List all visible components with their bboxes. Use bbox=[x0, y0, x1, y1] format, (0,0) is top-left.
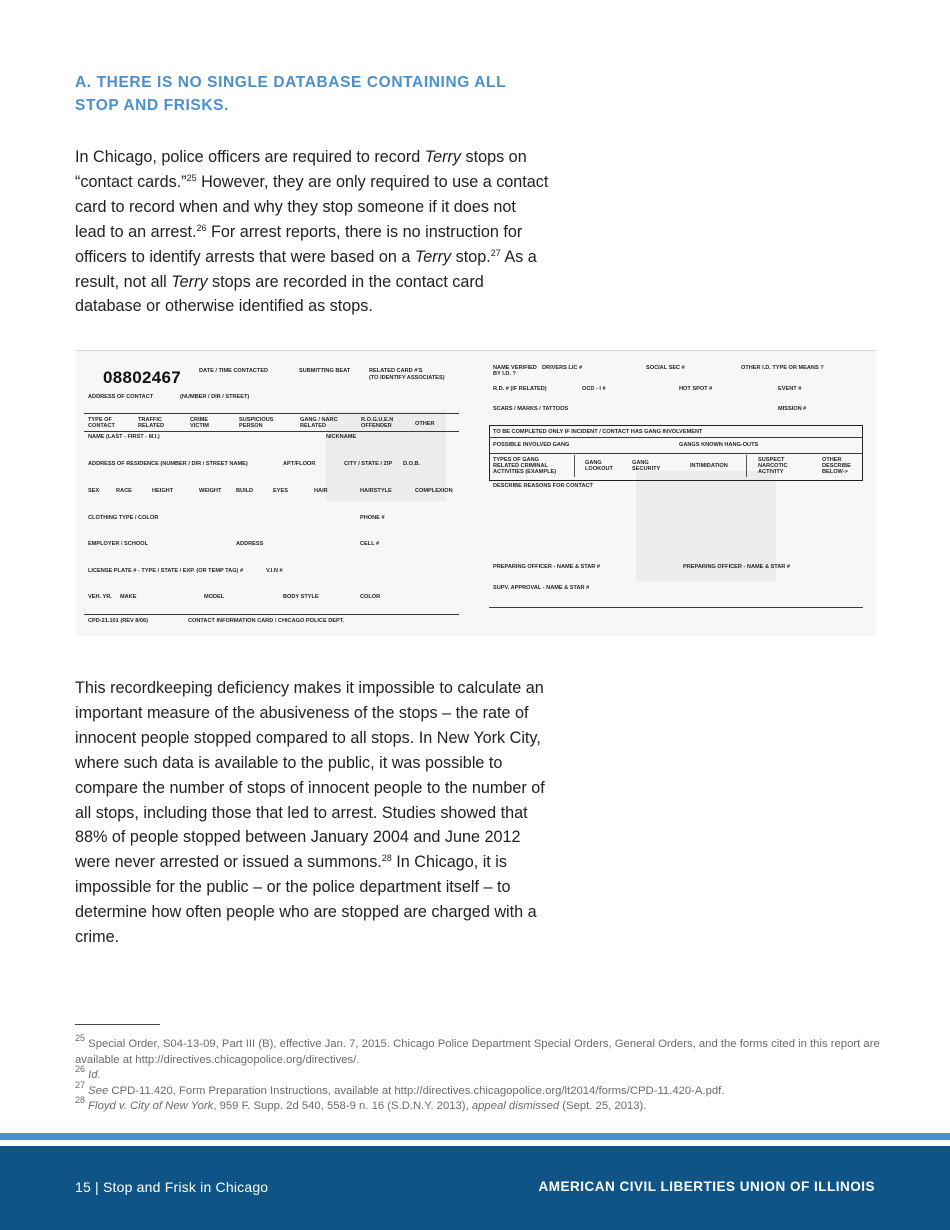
text-run: In Chicago, police officers are required to record bbox=[75, 148, 425, 166]
card-field-label: EVENT # bbox=[778, 386, 802, 392]
card-field-label: LICENSE PLATE # - TYPE / STATE / EXP. (OR TEMP TAG) # bbox=[88, 568, 244, 574]
card-field-label: SOCIAL SEC # bbox=[646, 365, 685, 371]
card-field-label: PHONE # bbox=[360, 515, 385, 521]
footnote-number: 27 bbox=[75, 1079, 86, 1090]
card-field-label: COLOR bbox=[360, 594, 381, 600]
contact-card-image bbox=[76, 350, 876, 636]
paragraph-deficiency bbox=[75, 676, 560, 950]
case-name-terry: Terry bbox=[414, 247, 452, 266]
card-field-label: VEH. YR. bbox=[88, 594, 112, 600]
footnote-divider bbox=[75, 1024, 160, 1025]
card-field-label: ADDRESS OF CONTACT bbox=[88, 394, 154, 400]
card-field-label: BUILD bbox=[236, 488, 254, 494]
text-run: stops on “contact cards.” bbox=[75, 148, 527, 191]
section-heading-line1: A. THERE IS NO SINGLE DATABASE CONTAINING ALL bbox=[75, 74, 507, 91]
card-field-label: GANGS KNOWN HANG-OUTS bbox=[679, 442, 759, 448]
card-number: 08802467 bbox=[103, 368, 182, 387]
card-field-label: CLOTHING TYPE / COLOR bbox=[88, 515, 159, 521]
text-run: However, they are only required to use a contact card to record when and why they stop someone if it does not lead to an arrest. bbox=[75, 172, 549, 241]
card-field-label: EMPLOYER / SCHOOL bbox=[88, 541, 148, 547]
card-field-label: ACTIVITIES (EXAMPLE) bbox=[493, 469, 557, 475]
card-field-label: APT/FLOOR bbox=[283, 461, 316, 467]
case-name-terry: Terry bbox=[424, 148, 461, 166]
card-field-label: HAIR bbox=[314, 488, 328, 494]
card-field-label: ADDRESS OF RESIDENCE (NUMBER / DIR / STREET NAME) bbox=[88, 461, 248, 467]
footnote-text: (Sept. 25, 2013). bbox=[559, 1100, 647, 1112]
card-field-label: NICKNAME bbox=[326, 434, 357, 440]
paragraph-intro bbox=[75, 145, 550, 319]
text-run: As a result, not all bbox=[75, 247, 537, 291]
text-run: stop. bbox=[451, 247, 491, 266]
card-field-label: RELATED CARD #'S bbox=[369, 368, 423, 374]
card-field-label: GANG bbox=[585, 460, 602, 466]
footnote-text: Special Order, S04-13-09, Part III (B), effective Jan. 7, 2015. Chicago Police Department Special Orders, General Orders, and the forms cited in this report are available at http://directives.chicagopolice.org/directives/. bbox=[75, 1038, 880, 1066]
card-field-label: DESCRIBE REASONS FOR CONTACT bbox=[493, 483, 593, 489]
card-field-label: PREPARING OFFICER - NAME & STAR # bbox=[493, 564, 601, 570]
section-heading bbox=[75, 71, 595, 117]
section-heading-line2: STOP AND FRISKS. bbox=[75, 97, 230, 114]
text-run: For arrest reports, there is no instruction for officers to identify arrests that were based on a bbox=[75, 222, 523, 266]
card-rule bbox=[84, 431, 459, 432]
text-run: stops are recorded in the contact card database or otherwise identified as stops. bbox=[75, 272, 484, 316]
card-field-label: BODY STYLE bbox=[283, 594, 319, 600]
card-field-label: (TO IDENTIFY ASSOCIATES) bbox=[369, 375, 445, 381]
card-field-label: CRIME VICTIM bbox=[190, 417, 209, 429]
card-rule bbox=[489, 453, 863, 454]
footnote-25 bbox=[75, 1033, 880, 1068]
card-field-label: GANG / NARC RELATED bbox=[300, 417, 338, 429]
card-field-label: CONTACT INFORMATION CARD / CHICAGO POLICE DEPT. bbox=[188, 618, 345, 624]
page-number-label: 15 | Stop and Frisk in Chicago bbox=[75, 1179, 269, 1195]
footnote-ref-27[interactable]: 27 bbox=[490, 247, 501, 258]
card-field-label: HOT SPOT # bbox=[679, 386, 713, 392]
card-field-label: INTIMIDATION bbox=[690, 463, 728, 469]
card-field-label: ACTIVITY bbox=[758, 469, 784, 475]
footnote-text: Floyd v. City of New York bbox=[88, 1100, 214, 1112]
card-field-label: HAIRSTYLE bbox=[360, 488, 392, 494]
card-field-label: SUBMITTING BEAT bbox=[299, 368, 351, 374]
footnote-number: 28 bbox=[75, 1095, 86, 1105]
card-field-label: V.I.N # bbox=[266, 568, 283, 574]
footnote-number: 25 bbox=[75, 1033, 86, 1043]
card-field-label: TYPE OF CONTACT bbox=[88, 417, 115, 429]
card-field-label: SEX bbox=[88, 488, 100, 494]
card-field-label: SCARS / MARKS / TATTOOS bbox=[493, 406, 569, 412]
card-field-label: WEIGHT bbox=[199, 488, 222, 494]
card-field-label: SUSPICIOUS PERSON bbox=[239, 417, 274, 429]
page-footer bbox=[0, 1146, 950, 1230]
card-field-label: HEIGHT bbox=[152, 488, 174, 494]
card-field-label: POSSIBLE INVOLVED GANG bbox=[493, 442, 570, 448]
footnote-27 bbox=[75, 1079, 880, 1100]
card-rule bbox=[489, 437, 863, 438]
card-field-label: TRAFFIC RELATED bbox=[138, 417, 164, 429]
card-field-label: DESCRIBE bbox=[822, 463, 851, 469]
card-field-label: PREPARING OFFICER - NAME & STAR # bbox=[683, 564, 791, 570]
card-field-label: SUSPECT bbox=[758, 457, 785, 463]
footnote-text: appeal dismissed bbox=[471, 1100, 560, 1112]
footnotes bbox=[75, 1033, 880, 1115]
card-field-label: CELL # bbox=[360, 541, 380, 547]
card-field-label: MODEL bbox=[204, 594, 225, 600]
card-field-label: MAKE bbox=[120, 594, 137, 600]
card-field-label: GANG bbox=[632, 460, 649, 466]
card-rule bbox=[84, 413, 459, 414]
footer-accent-band bbox=[0, 1133, 950, 1140]
card-field-label: RELATED CRIMINAL bbox=[493, 463, 548, 469]
footnote-ref-28[interactable]: 28 bbox=[381, 853, 392, 864]
card-field-label: NAME (LAST - FIRST - M.I.) bbox=[88, 434, 160, 440]
card-field-label: DATE / TIME CONTACTED bbox=[199, 368, 269, 374]
footnote-26 bbox=[75, 1064, 880, 1084]
card-field-label: R.D. # (IF RELATED) bbox=[493, 386, 547, 392]
case-name-terry: Terry bbox=[171, 272, 208, 291]
text-run: In Chicago, it is impossible for the public – or the police department itself – to determine how often people who are stopped are charged with a crime. bbox=[75, 853, 537, 947]
card-field-label: COMPLEXION bbox=[415, 488, 453, 494]
card-rule bbox=[574, 455, 575, 477]
card-field-label: SECURITY bbox=[632, 466, 661, 472]
card-field-label: OCD - I # bbox=[582, 386, 606, 392]
card-field-label: MISSION # bbox=[778, 406, 807, 412]
card-field-label: TO BE COMPLETED ONLY IF INCIDENT / CONTACT HAS GANG INVOLVEMENT bbox=[493, 429, 703, 435]
footnote-text: See bbox=[88, 1084, 109, 1097]
card-field-label: BY I.D. ? bbox=[493, 371, 516, 377]
card-field-label: EYES bbox=[273, 488, 288, 494]
card-field-label: BELOW-> bbox=[822, 469, 848, 475]
footnote-number: 26 bbox=[75, 1064, 86, 1074]
card-field-label: LOOKOUT bbox=[585, 466, 613, 472]
card-field-label: OTHER bbox=[822, 457, 842, 463]
footnote-text: CPD-11.420, Form Preparation Instructions, available at http://directives.chicagopolice.org/lt2014/forms/CPD-11.420-A.pdf. bbox=[108, 1084, 725, 1097]
card-field-label: OTHER I.D. TYPE OR MEANS ? bbox=[741, 365, 824, 371]
card-field-label: R.O.G.U.E.N OFFENDER bbox=[361, 417, 394, 429]
card-field-label: CITY / STATE / ZIP bbox=[344, 461, 393, 467]
card-rule bbox=[746, 455, 747, 477]
footnote-text: Id. bbox=[88, 1069, 101, 1081]
card-field-label: RACE bbox=[116, 488, 132, 494]
organization-name: AMERICAN CIVIL LIBERTIES UNION OF ILLINOIS bbox=[538, 1179, 875, 1194]
footnote-28 bbox=[75, 1095, 880, 1115]
card-field-label: NARCOTIC bbox=[758, 463, 788, 469]
card-field-label: SUPV. APPROVAL - NAME & STAR # bbox=[493, 585, 590, 591]
footnote-ref-26[interactable]: 26 bbox=[196, 222, 207, 233]
card-rule bbox=[84, 614, 459, 615]
card-field-label: ADDRESS bbox=[236, 541, 264, 547]
card-field-label: DRIVERS LIC # bbox=[542, 365, 583, 371]
card-field-label: (NUMBER / DIR / STREET) bbox=[180, 394, 250, 400]
footnote-ref-25[interactable]: 25 bbox=[186, 172, 197, 183]
card-field-label: NAME VERIFIED bbox=[493, 365, 537, 371]
card-field-label: D.O.B. bbox=[403, 461, 421, 467]
card-field-label: CPD-21.101 (REV 8/06) bbox=[88, 618, 149, 624]
card-field-label: OTHER bbox=[415, 421, 435, 427]
card-field-label: TYPES OF GANG bbox=[493, 457, 539, 463]
footnote-text: , 959 F. Supp. 2d 540, 558-9 n. 16 (S.D.N.Y. 2013), bbox=[213, 1100, 472, 1112]
text-run: This recordkeeping deficiency makes it impossible to calculate an important measure of the abusiveness of the stops – the rate of innocent people stopped compared to all stops. In New York City, where such data is available to the public, it was possible to compare the number of stops of innocent people to the number of all stops, including those that led to arrest. Studies showed that 88% of people stopped between January 2004 and June 2012 were never arrested or issued a summons. bbox=[75, 679, 545, 872]
card-rule bbox=[489, 607, 863, 608]
